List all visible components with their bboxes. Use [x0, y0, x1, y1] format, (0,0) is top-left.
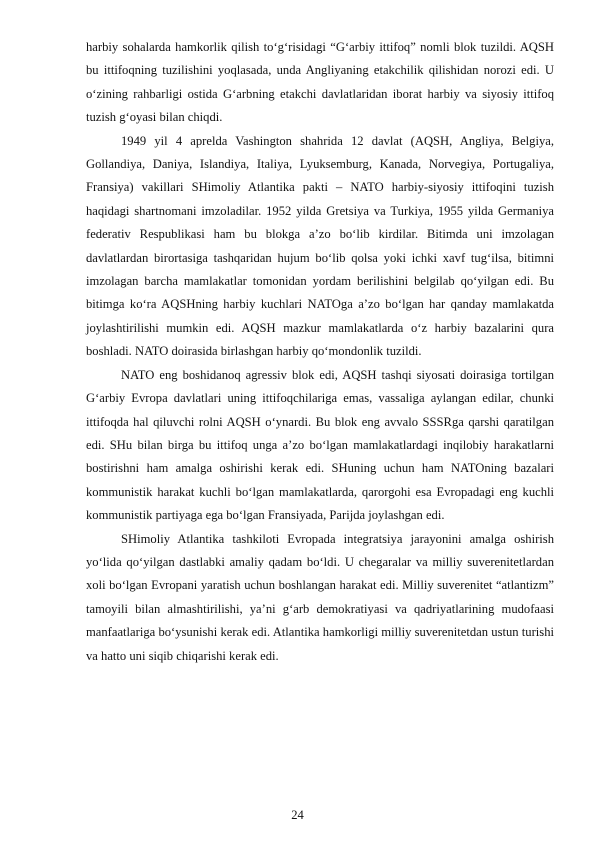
paragraph-1: harbiy sohalarda hamkorlik qilish to‘g‘risidagi “G‘arbiy ittifoq” nomli blok tuzildi. AQSH bu ittifoqning tuzilishini yoqlasada, unda Angliyaning etakchilik qilishidan norozi edi. U o‘zining rahbarligi ostida G‘arbning etakchi davlatlaridan iborat harbiy va siyosiy ittifoq tuzish g‘oyasi bilan chiqdi.	[86, 40, 554, 125]
paragraph-3: NATO eng boshidanoq agressiv blok edi, AQSH tashqi siyosati doirasiga tortilgan G‘arbiy Evropa davlatlari uning ittifoqchilariga emas, vassaliga aylangan edilar, chunki ittifoqda hal qiluvchi rolni AQSH o‘ynardi. Bu blok eng avvalo SSSRga qarshi qaratilgan edi. SHu bilan birga bu ittifoq unga a’zo bo‘lgan mamlakatlardagi inqilobiy harakatlarni bostirishni ham amalga oshirishi kerak edi. SHuning uchun ham NATOning bazalari kommunistik harakat kuchli bo‘lgan mamlakatlarda, qarorgohi esa Evropadagi eng kuchli kommunistik partiyaga ega bo‘lgan Fransiyada, Parijda joylashgan edi.	[86, 367, 554, 523]
body-text	[86, 36, 554, 668]
paragraph-4: SHimoliy Atlantika tashkiloti Evropada integratsiya jarayonini amalga oshirish yo‘lida qo‘yilgan dastlabki amaliy qadam bo‘ldi. U chegaralar va milliy suverenitetlardan xoli bo‘lgan Evropani yaratish uchun boshlangan harakat edi. Milliy suverenitet “atlantizm” tamoyili bilan almashtirilishi, ya’ni g‘arb demokratiyasi va qadriyatlarining mudofaasi manfaatlariga bo‘ysunishi kerak edi. Atlantika hamkorligi milliy suverenitetdan ustun turishi va hatto uni siqib chiqarishi kerak edi.	[86, 531, 554, 663]
page-number: 24	[291, 808, 304, 822]
paragraph-2: 1949 yil 4 aprelda Vashington shahrida 12 davlat (AQSH, Angliya, Belgiya, Gollandiya, Daniya, Islandiya, Italiya, Lyuksemburg, Kanada, Norvegiya, Portugaliya, Fransiya) vakillari SHimoliy Atlantika pakti – NATO harbiy-siyosiy ittifoqini tuzish haqidagi shartnomani imzoladilar. 1952 yilda Gretsiya va Turkiya, 1955 yilda Germaniya federativ Respublikasi ham bu blokga a’zo bo‘lib kirdilar. Bitimda uni imzolagan davlatlardan birortasiga tashqaridan hujum bo‘lib qolsa yoki ichki xavf tug‘ilsa, bitimni imzolagan barcha mamlakatlar tomonidan yordam berilishini belgilab qo‘yilgan edi. Bu bitimga ko‘ra AQSHning harbiy kuchlari NATOga a’zo bo‘lgan har qanday mamlakatda joylashtirilishi mumkin edi. AQSH mazkur mamlakatlarda o‘z harbiy bazalarini qura boshladi. NATO doirasida birlashgan harbiy qo‘mondonlik tuzildi.	[86, 133, 554, 359]
